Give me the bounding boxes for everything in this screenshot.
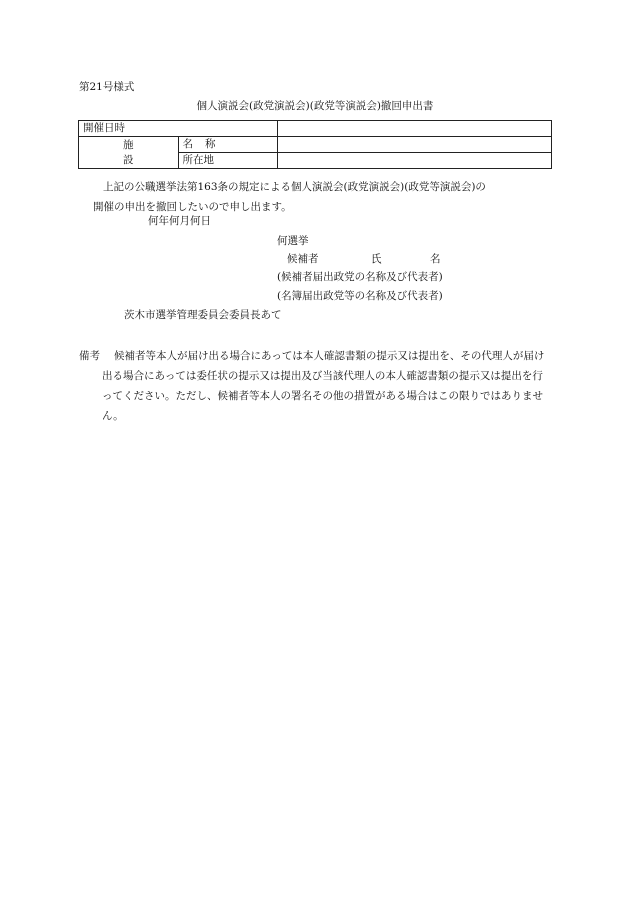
- datetime-value-cell: [278, 121, 552, 137]
- body-line-2: 開催の申出を撤回したいので申し出ます。: [93, 201, 292, 213]
- name-value-cell: [278, 137, 552, 153]
- body-line-1: 上記の公職選挙法第163条の規定による個人演説会(政党演説会)(政党等演説会)の: [103, 181, 486, 193]
- remarks-heading: 備考: [79, 350, 100, 362]
- facility-label: [79, 137, 179, 169]
- facility-char-2: 設: [123, 153, 134, 166]
- form-number: 第21号様式: [79, 81, 135, 93]
- date-field: 何年何月何日: [148, 215, 211, 227]
- table-row-name: [79, 137, 552, 153]
- candidate-label: 候補者: [287, 253, 319, 265]
- election-name: 何選挙: [277, 235, 309, 247]
- facility-char-1: 施: [123, 138, 134, 151]
- party-representative-line-2: (名簿届出政党等の名称及び代表者): [277, 290, 443, 302]
- name-label: [178, 137, 278, 153]
- surname-label: 氏: [371, 253, 382, 265]
- document-title: 個人演説会(政党演説会)(政党等演説会)撤回申出書: [196, 100, 434, 112]
- remarks-text: 候補者等本人が届け出る場合にあっては本人確認書類の提示又は提出を、その代理人が届け出る場合にあっては委任状の提示又は提出及び当該代理人の本人確認書類の提示又は提出を行ってください。ただし、候補者等本人の署名その他の措置がある場合はこの限りではありません。: [102, 350, 545, 422]
- address-value-cell: [278, 153, 552, 169]
- event-info-table: [78, 120, 552, 169]
- party-representative-line-1: (候補者届出政党の名称及び代表者): [277, 271, 443, 283]
- addressee: 茨木市選挙管理委員会委員長あて: [124, 309, 282, 321]
- body-paragraph: [79, 177, 553, 217]
- table-row-datetime: [79, 121, 552, 137]
- datetime-label: 開催日時: [79, 121, 278, 137]
- name-label-char-2: 称: [205, 138, 216, 150]
- name-label-char-1: 名: [182, 138, 193, 150]
- address-label: 所在地: [178, 153, 278, 169]
- given-name-label: 名: [430, 253, 441, 265]
